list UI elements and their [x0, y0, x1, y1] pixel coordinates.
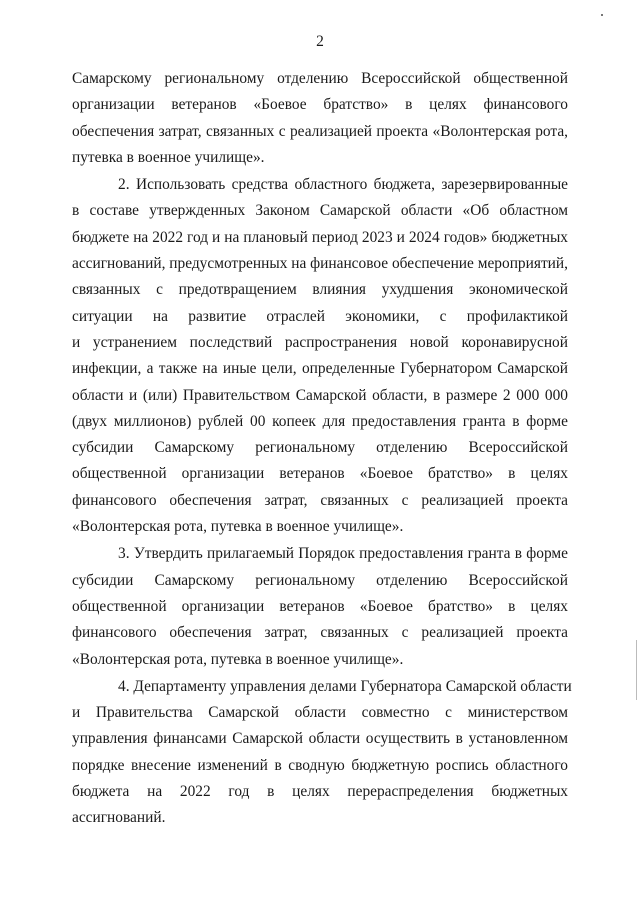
text-line: (двух миллионов) рублей 00 копеек для предоставления гранта в форме [72, 412, 568, 430]
text-line: 3. Утвердить прилагаемый Порядок предоставления гранта в форме [118, 545, 568, 563]
text-line: ассигнований, предусмотренных на финансовое обеспечение мероприятий, [72, 255, 568, 273]
text-line: в составе утвержденных Законом Самарской области «Об областном [72, 202, 568, 220]
text-line: финансового обеспечения затрат, связанных с реализацией проекта [72, 624, 568, 642]
paragraph [72, 66, 568, 171]
text-line: путевка в военное училище». [72, 148, 265, 166]
text-line: области и (или) Правительством Самарской области, в размере 2 000 000 [72, 386, 568, 404]
text-line: 4. Департаменту управления делами Губернатора Самарской области [118, 677, 572, 695]
scan-mark [601, 14, 603, 16]
paragraph [72, 674, 572, 832]
text-line: субсидии Самарскому региональному отделению Всероссийской [72, 439, 568, 457]
text-line: 2. Использовать средства областного бюджета, зарезервированные [118, 176, 568, 194]
text-line: финансового обеспечения затрат, связанных с реализацией проекта [72, 491, 568, 509]
text-line: общественной организации ветеранов «Боевое братство» в целях [72, 597, 568, 615]
text-line: субсидии Самарскому региональному отделению Всероссийской [72, 571, 568, 589]
text-line: «Волонтерская рота, путевка в военное училище». [72, 650, 404, 668]
text-line: и устранением последствий распространения новой коронавирусной [72, 333, 568, 351]
text-line: бюджета на 2022 год в целях перераспределения бюджетных [72, 783, 568, 801]
text-line: ситуации на развитие отраслей экономики, с профилактикой [72, 307, 568, 325]
text-line: ассигнований. [72, 809, 166, 827]
text-line: связанных с предотвращением влияния ухудшения экономической [72, 281, 568, 299]
text-line: «Волонтерская рота, путевка в военное училище». [72, 518, 404, 536]
text-line: обеспечения затрат, связанных с реализацией проекта «Волонтерская рота, [72, 122, 568, 140]
text-line: порядке внесение изменений в сводную бюджетную роспись областного [72, 756, 568, 774]
paragraph [72, 172, 568, 540]
scan-edge-mark [636, 640, 637, 700]
document-body [72, 66, 572, 833]
text-line: организации ветеранов «Боевое братство» в целях финансового [72, 96, 568, 114]
page-number: 2 [316, 33, 324, 50]
text-line: Самарскому региональному отделению Всероссийской общественной [72, 70, 568, 87]
text-line: инфекции, а также на иные цели, определенные Губернатором Самарской [72, 360, 568, 378]
paragraph [72, 541, 568, 672]
text-line: и Правительства Самарской области совместно с министерством [72, 704, 568, 722]
text-line: общественной организации ветеранов «Боевое братство» в целях [72, 465, 568, 483]
text-line: бюджете на 2022 год и на плановый период 2023 и 2024 годов» бюджетных [72, 228, 568, 246]
text-line: управления финансами Самарской области осуществить в установленном [72, 730, 568, 748]
